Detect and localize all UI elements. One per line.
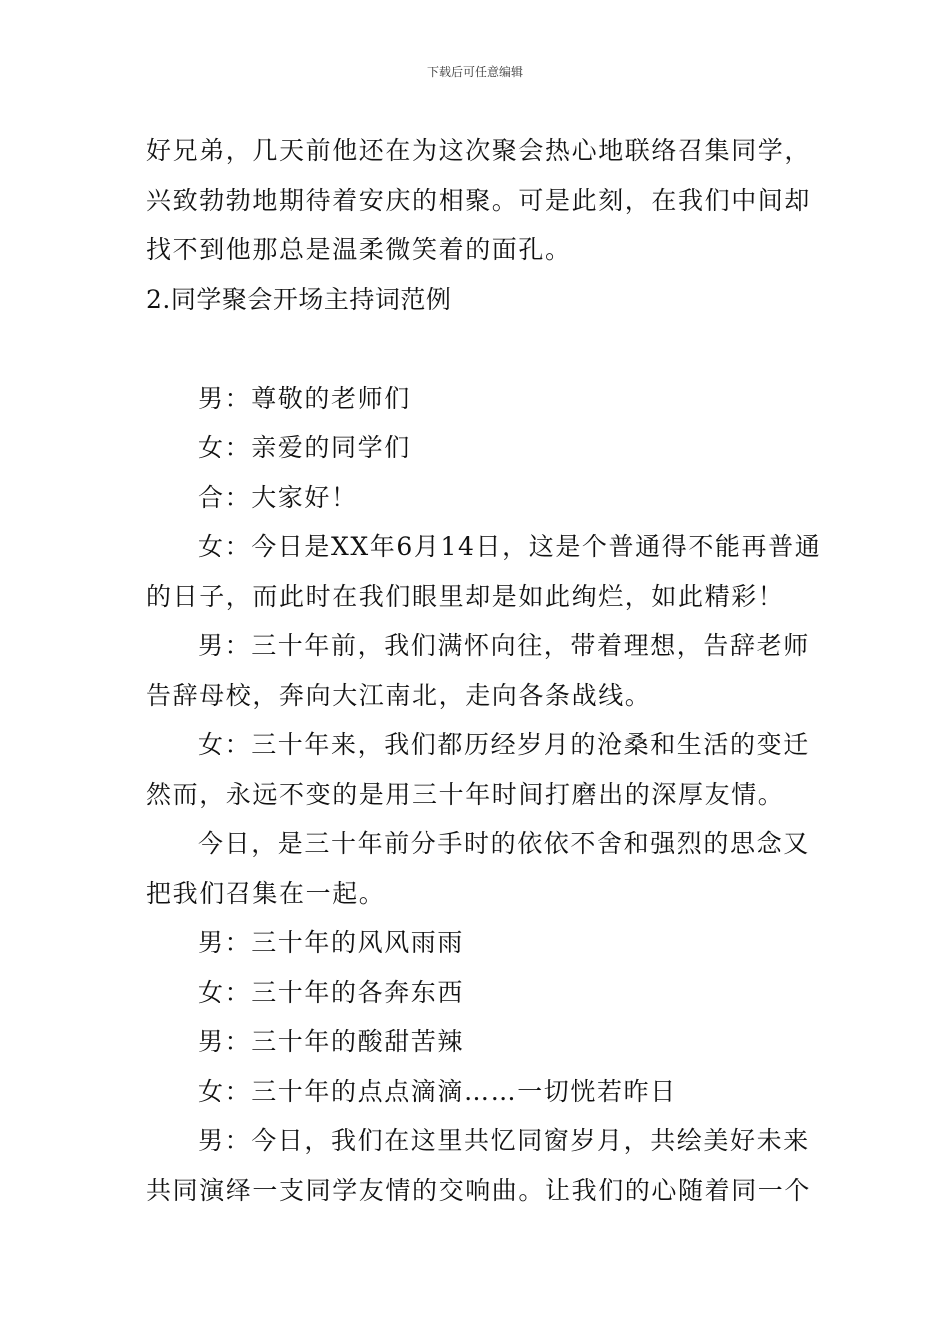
page-header: 下载后可任意编辑 — [426, 65, 523, 79]
dialogue-line: 男：今日，我们在这里共忆同窗岁月，共绘美好未来 — [198, 1126, 810, 1155]
dialogue-line: 合：大家好！ — [198, 482, 358, 512]
paragraph-line: 好兄弟，几天前他还在为这次聚会热心地联络召集同学， — [146, 136, 812, 165]
document-body — [146, 126, 822, 1215]
dialogue-line: 女：亲爱的同学们 — [198, 433, 411, 462]
dialogue-line: 女：三十年的点点滴滴……一切恍若昨日 — [198, 1076, 677, 1106]
dialogue-line: 男：三十年前，我们满怀向往，带着理想，告辞老师 — [198, 631, 810, 660]
paragraph-line: 共同演绎一支同学友情的交响曲。让我们的心随着同一个 — [146, 1175, 812, 1205]
dialogue-line: 女：三十年来，我们都历经岁月的沧桑和生活的变迁 — [198, 730, 810, 759]
paragraph-line: 告辞母校，奔向大江南北，走向各条战线。 — [146, 680, 652, 710]
paragraph-line: 的日子，而此时在我们眼里却是如此绚烂，如此精彩！ — [146, 581, 785, 611]
paragraph-line: 找不到他那总是温柔微笑着的面孔。 — [146, 235, 572, 264]
dialogue-line: 女：今日是XX年6月14日，这是个普通得不能再普通 — [198, 532, 822, 561]
dialogue-line: 男：三十年的风风雨雨 — [198, 928, 465, 957]
paragraph-line: 兴致勃勃地期待着安庆的相聚。可是此刻，在我们中间却 — [146, 185, 812, 215]
blank-line — [146, 324, 808, 374]
dialogue-line: 今日，是三十年前分手时的依依不舍和强烈的思念又 — [198, 829, 810, 858]
paragraph-line: 然而，永远不变的是用三十年时间打磨出的深厚友情。 — [146, 779, 785, 809]
dialogue-line: 男：三十年的酸甜苦辣 — [198, 1027, 465, 1056]
paragraph-line: 把我们召集在一起。 — [146, 878, 386, 908]
section-heading: 2.同学聚会开场主持词范例 — [146, 284, 452, 314]
dialogue-line: 女：三十年的各奔东西 — [198, 977, 465, 1007]
dialogue-line: 男：尊敬的老师们 — [198, 383, 411, 413]
